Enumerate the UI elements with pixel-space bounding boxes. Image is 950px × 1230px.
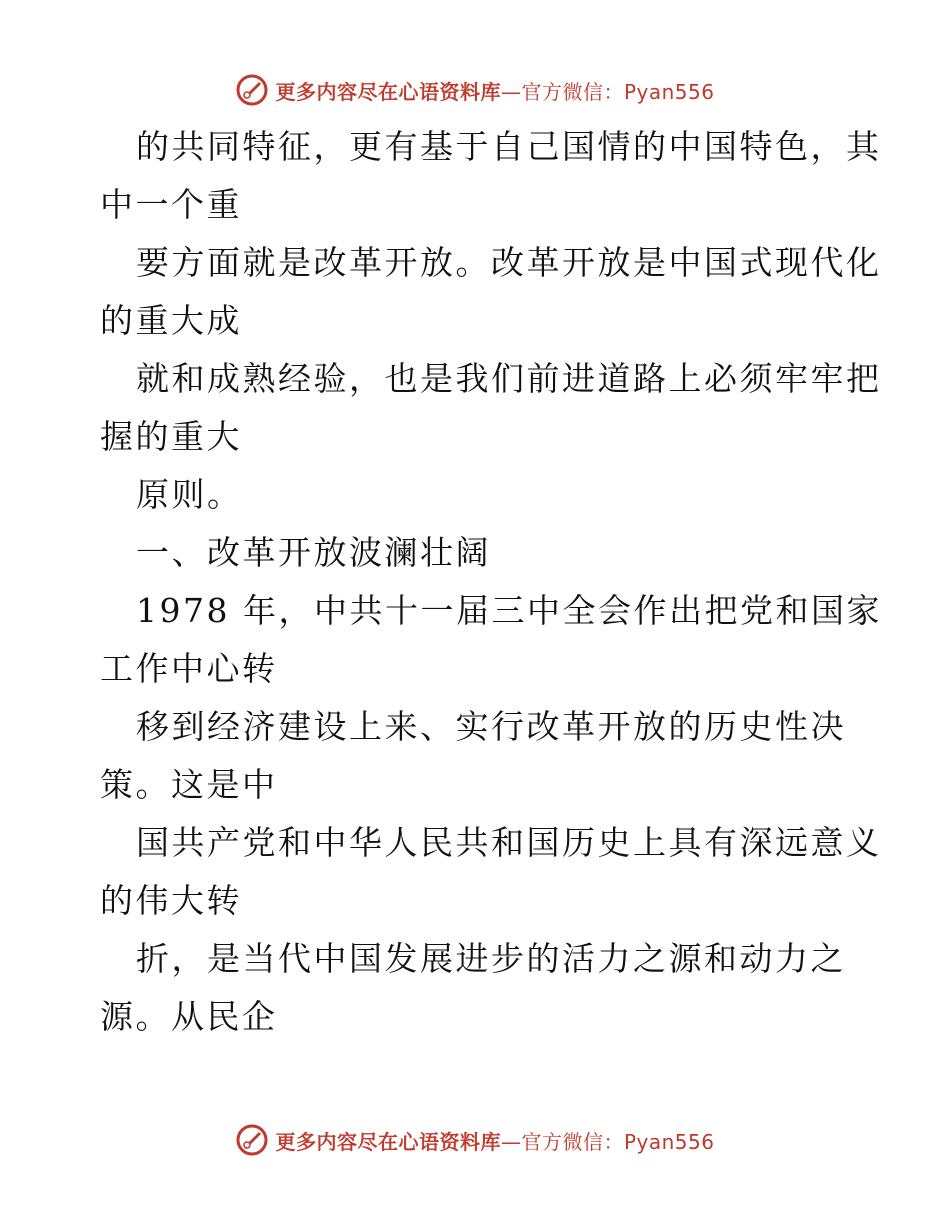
text-line: 工作中心转: [100, 649, 278, 688]
text-line: 的伟大转: [100, 881, 242, 920]
text-line: 握的重大: [100, 417, 242, 456]
banner-contact: —官方微信：Pyan556: [500, 79, 715, 104]
text-line: 中一个重: [100, 185, 242, 224]
text-line: 的重大成: [100, 301, 242, 340]
banner-text: [275, 76, 714, 105]
text-line: 折，是当代中国发展进步的活力之源和动力之: [136, 939, 846, 978]
quill-seal-icon: [235, 73, 269, 107]
text-line: 一、改革开放波澜壮阔: [136, 533, 491, 572]
text-line: 源。从民企: [100, 997, 278, 1036]
header-banner: [0, 72, 950, 108]
text-line: 原则。: [136, 475, 243, 514]
banner-contact: —官方微信：Pyan556: [500, 1129, 715, 1154]
banner-title: 更多内容尽在心语资料库: [275, 79, 501, 104]
text-line: 1978 年，中共十一届三中全会作出把党和国家: [136, 591, 882, 630]
text-line: 的共同特征，更有基于自己国情的中国特色，其: [136, 127, 882, 166]
quill-seal-icon: [235, 1123, 269, 1157]
footer-banner: [0, 1122, 950, 1158]
text-line: 就和成熟经验，也是我们前进道路上必须牢牢把: [136, 359, 882, 398]
banner-title: 更多内容尽在心语资料库: [275, 1129, 501, 1154]
text-line: 策。这是中: [100, 765, 278, 804]
banner-text: [275, 1126, 714, 1155]
text-line: 移到经济建设上来、实行改革开放的历史性决: [136, 707, 846, 746]
document-body: [100, 118, 882, 1046]
text-line: 国共产党和中华人民共和国历史上具有深远意义: [136, 823, 882, 862]
text-line: 要方面就是改革开放。改革开放是中国式现代化: [136, 243, 882, 282]
